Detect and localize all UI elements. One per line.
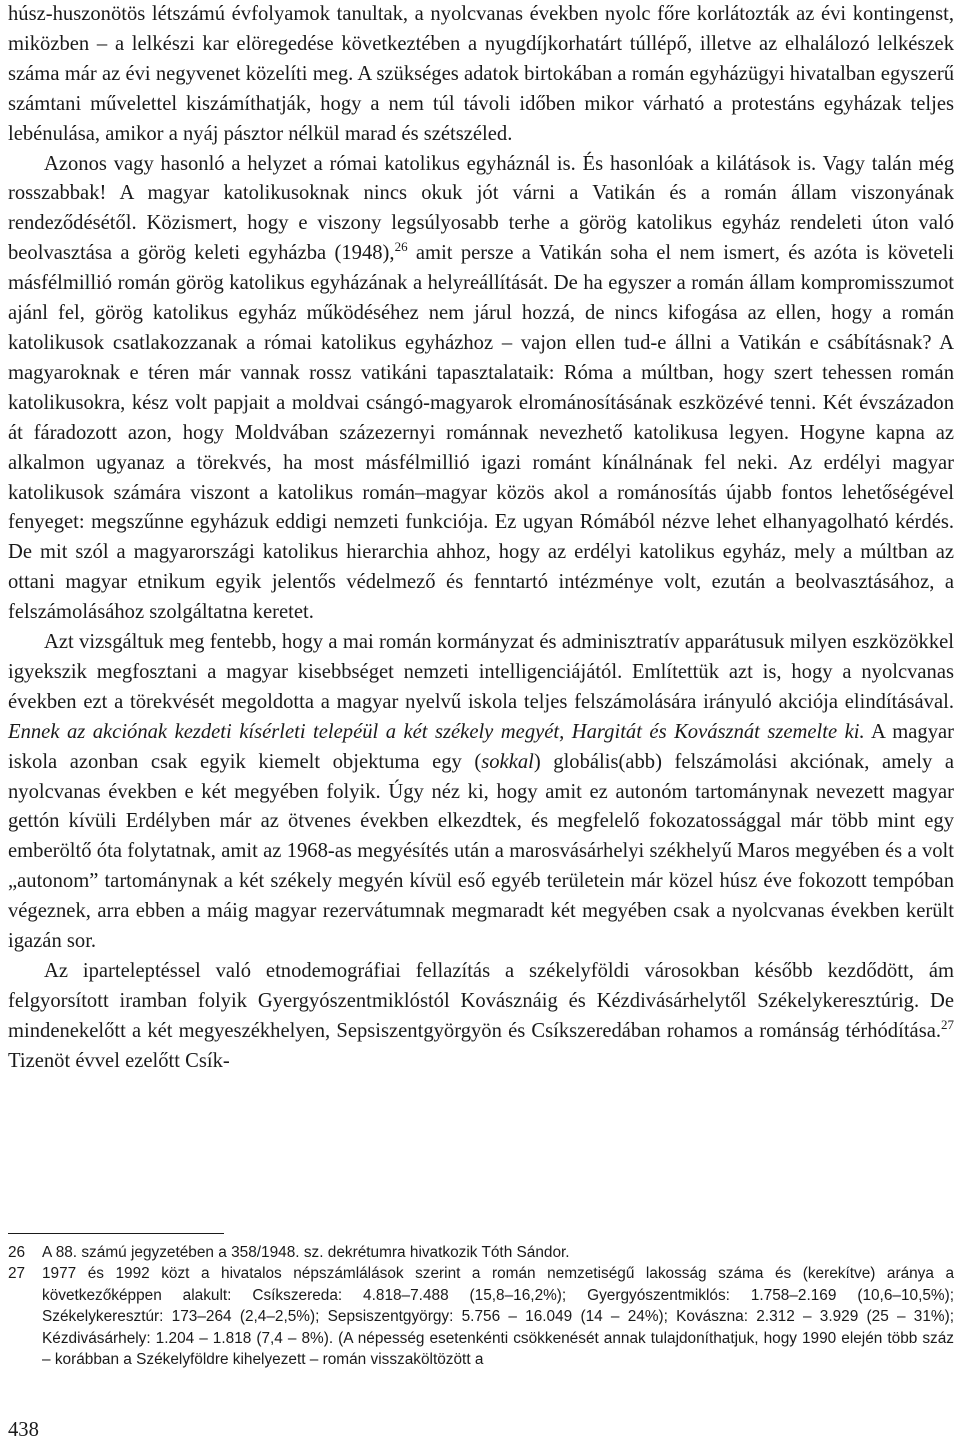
italic-text: sokkal [481, 750, 534, 773]
paragraph-2 [8, 150, 954, 629]
text-run: ) globális(abb) felszámolási akciónak, amely a nyolcvanas években e két megyében folyik. Úgy néz ki, hogy amit ez autonóm tartománynak nevezett magyar gettón kívüli Erdélyben már az ötvenes években elkezdtek, és megfelelő fokozatossággal már több mint egy emberöltő óta folytatnak, amit az 1968-as megyésítés után a marosvásárhelyi székhelyű Maros megyében és a volt „autonom” tartománynak a két székely megyén kívül eső egyéb területein már közel húsz éve fokozott tempóban végeznek, arra ebben a máig magyar rezervátumnak megmaradt két megyében csak a nyolcvanas években került igazán sor. [8, 750, 954, 953]
text-run: Az iparteleptéssel való etnodemográfiai fellazítás a székelyföldi városokban később kezdődött, ám felgyorsított iramban folyik Gyergyószentmiklóstól Kovásznáig és Kézdivásárhelytől Székelykeresztúrig. De mindenekelőtt a két megyeszékhelyen, Sepsiszentgyörgyön és Csíkszeredában rohamos a románság térhódítása. [8, 960, 954, 1042]
text-run: A magyar iskola azonban csak egyik kiemelt objektuma egy ( [8, 720, 954, 773]
footnote-reference: 26 [394, 239, 408, 255]
footnote-separator [8, 1233, 224, 1234]
paragraph-1 [8, 0, 954, 150]
text-run: húsz-huszonötös létszámú évfolyamok tanultak, a nyolcvanas években nyolc főre korlátozták az évi kontingenst, miközben – a lelkészi kar elöregedése következtében a nyugdíjkorhatárt túllépő, illetve az elhalálozó lelkészek száma már az évi negyvenet közelíti meg. A szükséges adatok birtokában a román egyházügyi hivatalban egyszerű számtani művelettel kiszámíthatják, hogy a nem túl távoli időben mikor várható a protestáns egyházak teljes lebénulása, amikor a nyáj pásztor nélkül marad és szétszéled. [8, 3, 954, 145]
text-run: Azonos vagy hasonló a helyzet a római katolikus egyháznál is. És hasonlóak a kilátások is. Vagy talán még rosszabbak! A magyar katolikusoknak nincs okuk jót várni a Vatikán és a román állam viszonyának rendeződésétől. Közismert, hogy e viszony legsúlyosabb terhe a görög katolikus egyház rendeleti úton való beolvasztása a görög keleti egyházba (1948), [8, 152, 954, 265]
footnotes [8, 1242, 954, 1370]
text-run: amit persze a Vatikán soha el nem ismert, és azóta is követeli másfélmillió román görög katolikus egyházának a helyreállítását. De ha egyszer a román állam kompromisszumot ajánl fel, görög katolikus egyház működéséhez nem járul hozzá, de nincs kifogása az ellen, hogy a román katolikusok csatlakozzanak a római katolikus egyházhoz – vajon ellen tud-e állni a Vatikán e csábításnak? A magyaroknak e téren már vannak rossz vatikáni tapasztalataik: Róma a múltban, hogy szert tehessen román katolikusokra, kész volt papjait a moldvai csángó-magyarok elrománosításának eszközévé tenni. Két évszázadon át fáradozott azon, hogy Moldvában százezernyi románnak nevezhető katolikusa legyen. Hogyne kapna az alkalmon ugyanaz a törekvés, ha most másfélmillió igazi románt kínálnának fel neki. Az erdélyi magyar katolikusok számára viszont a katolikus román–magyar közös akol a románosítás újabb fontos lehetőségével fenyeget: megszűnne egyházuk eddigi nemzeti funkciója. Ez ugyan Rómából nézve lehet elhanyagolható kérdés. De mit szól a magyarországi katolikus hierarchia ahhoz, hogy az erdélyi katolikus egyház, mely a múltban az ottani magyar etnikum egyik jelentős védelmező és fenntartó intézménye volt, ezután a beolvasztásához, a felszámolásához szolgáltatna keretet. [8, 242, 954, 624]
footnote-number: 27 [8, 1265, 26, 1283]
page-number: 438 [8, 1419, 39, 1441]
footnote-26 [8, 1242, 954, 1263]
footnote-number: 26 [8, 1244, 26, 1261]
document-page [8, 0, 954, 1444]
text-run: Azt vizsgáltuk meg fentebb, hogy a mai román kormányzat és adminisztratív apparátusuk milyen eszközökkel igyekszik megfosztani a magyar kisebbséget nemzeti intelligenciájától. Említettük azt is, hogy a nyolcvanas években ezt a törekvését megoldotta a magyar nyelvű iskola teljes felszámolására irányuló akciója elindításával. [8, 631, 954, 713]
footnote-text: 1977 és 1992 közt a hivatalos népszámlálások szerint a román nemzetiségű lakosság száma és (kerekítve) aránya a következőképpen alakult: Csíkszereda: 4.818–7.488 (15,8–16,2%); Gyergyószentmiklós: 1.758–2.169 (10,6–10,5%); Székelykeresztúr: 173–264 (2,4–2,5%); Sepsiszentgyörgy: 5.756 – 16.049 (14 – 24%); Kovászna: 2.312 – 3.929 (25 – 31%); Kézdivásárhely: 1.204 – 1.818 (7,4 – 8%). (A népesség esetenkénti csökkenését annak tulajdoníthatjuk, hogy 1990 elején több száz – korábban a Székelyföldre kihelyezett – román visszaköltözött a [42, 1265, 954, 1369]
footnote-27 [8, 1263, 954, 1370]
body-text [8, 0, 954, 1077]
paragraph-4 [8, 957, 954, 1077]
paragraph-3 [8, 628, 954, 957]
footnote-reference: 27 [941, 1016, 954, 1032]
text-run: Tizenöt évvel ezelőtt Csík- [8, 1049, 230, 1072]
footnote-text: A 88. számú jegyzetében a 358/1948. sz. dekrétumra hivatkozik Tóth Sándor. [42, 1244, 570, 1261]
italic-text: Ennek az akciónak kezdeti kísérleti telepéül a két székely megyét, Hargitát és Kovásznát szemelte ki. [8, 720, 865, 743]
